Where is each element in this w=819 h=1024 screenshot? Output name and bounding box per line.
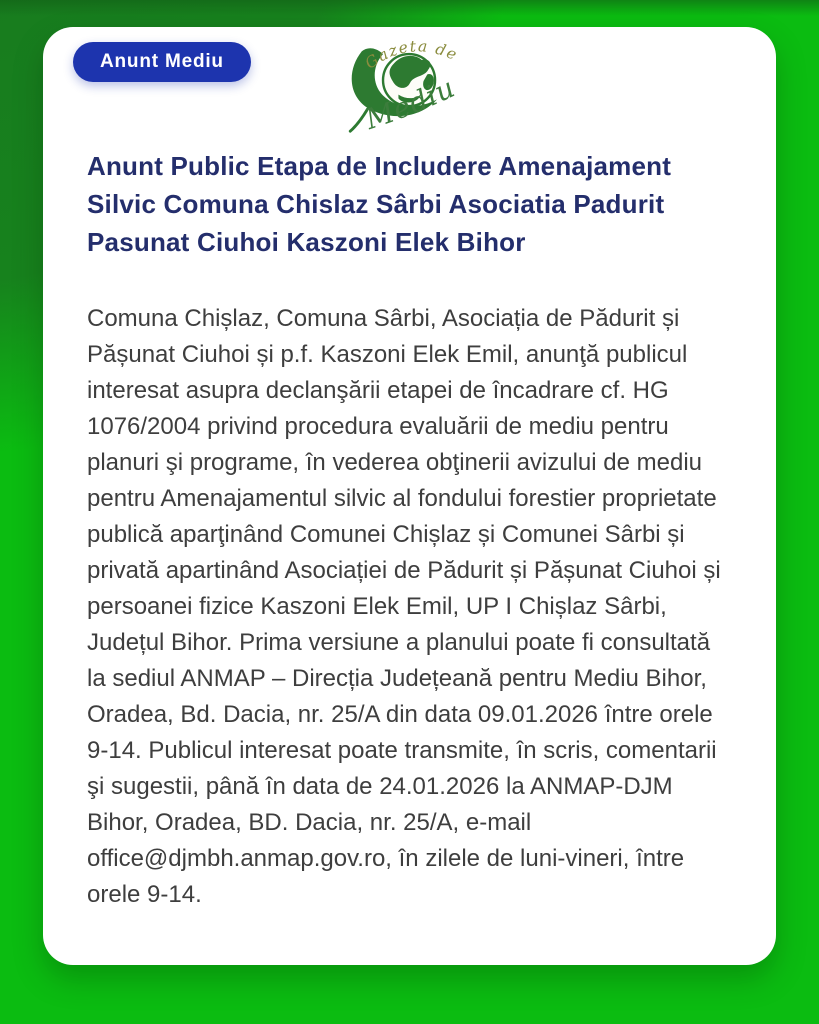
logo-name-wordmark: Mediu	[360, 70, 460, 136]
gazeta-de-mediu-logo	[342, 30, 478, 136]
announcement-title: Anunt Public Etapa de Includere Amenajament Silvic Comuna Chislaz Sârbi Asociatia Padurit Pasunat Ciuhoi Kaszoni Elek Bihor	[87, 151, 672, 257]
announcement-card	[43, 27, 776, 965]
logo-graphic	[342, 30, 478, 136]
announcement-body: Comuna Chișlaz, Comuna Sârbi, Asociația de Pădurit și Pășunat Ciuhoi și p.f. Kaszoni Elek Emil, anunţă publicul interesat asupra declanşării etapei de încadrare cf. HG 1076/2004 privind procedura evaluării de mediu pentru planuri şi programe, în vederea obţinerii avizului de mediu pentru Amenajamentul silvic al fondului forestier proprietate publică aparţinând Comunei Chișlaz și Comunei Sârbi și privată apartinând Asociației de Pădurit și Pășunat Ciuhoi și persoanei fizice Kaszoni Elek Emil, UP I Chișlaz Sârbi, Județul Bihor. Prima versiune a planului poate fi consultată la sediul ANMAP – Direcția Județeană pentru Mediu Bihor, Oradea, Bd. Dacia, nr. 25/A din data 09.01.2026 între orele 9-14. Publicul interesat poate transmite, în scris, comentarii şi sugestii, până în data de 24.01.2026 la ANMAP-DJM Bihor, Oradea, BD. Dacia, nr. 25/A, e-mail office@djmbh.anmap.gov.ro, în zilele de luni-vineri, între orele 9-14.	[87, 305, 721, 908]
logo-arc-wordmark: Gazeta de	[361, 37, 461, 73]
category-badge[interactable]: Anunt Mediu	[73, 42, 251, 82]
